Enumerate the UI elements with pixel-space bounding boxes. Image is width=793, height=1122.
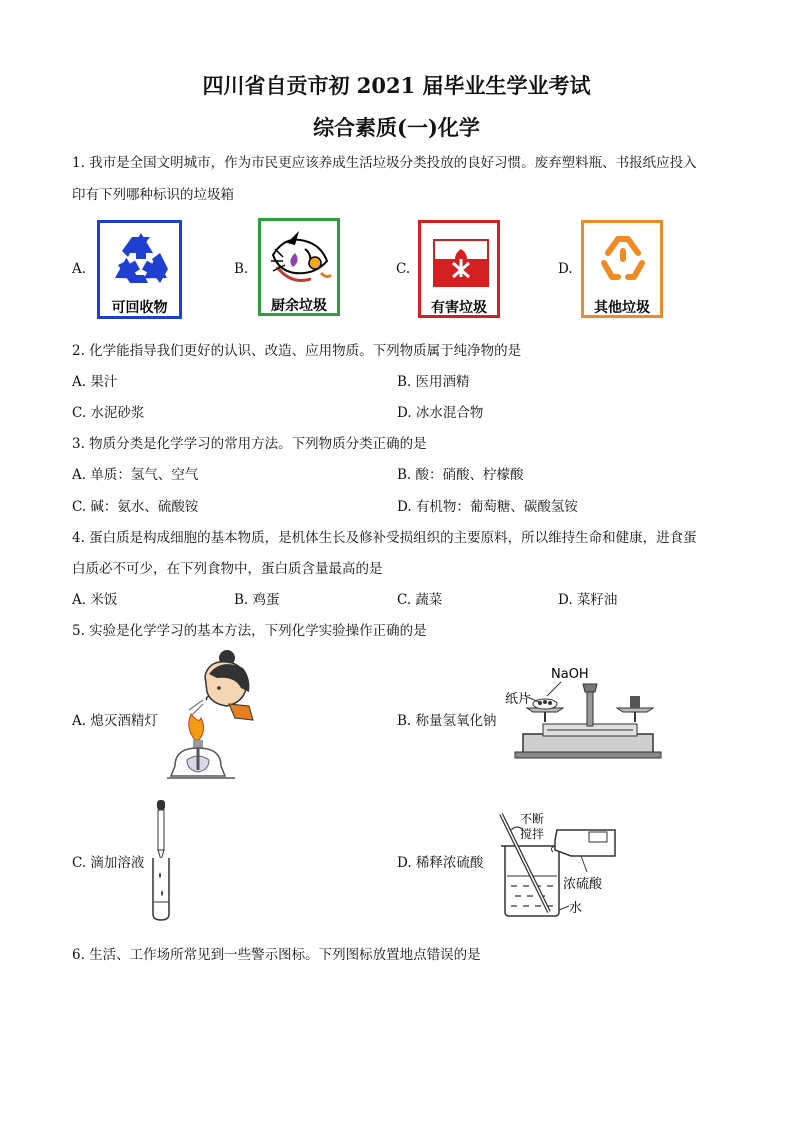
q3-option-d: D. 有机物：葡萄糖、碳酸氢铵 (397, 499, 578, 515)
q2-option-b: B. 医用酒精 (397, 374, 470, 390)
q3-stem: 3. 物质分类是化学学习的常用方法。下列物质分类正确的是 (72, 436, 427, 452)
q2-option-a: A. 果汁 (72, 374, 118, 390)
q2-option-d: D. 冰水混合物 (397, 405, 484, 421)
dilute-sulfuric-acid-figure (497, 812, 627, 920)
food-scraps-icon (265, 227, 335, 289)
recycle-symbol-icon (108, 229, 174, 291)
q6-stem: 6. 生活、工作场所常见到一些警示图标。下列图标放置地点错误的是 (72, 947, 481, 963)
dropper-test-tube-figure (150, 798, 172, 922)
q4-option-a: A. 米饭 (72, 592, 118, 608)
other-waste-bin-label: 其他垃圾 (594, 300, 650, 316)
q4-option-c: C. 蔬菜 (397, 592, 443, 608)
q4-stem-line2: 白质必不可少，在下列食物中，蛋白质含量最高的是 (72, 561, 383, 577)
other-waste-bin-icon (581, 220, 663, 318)
concentrated-acid-label: 浓硫酸 (563, 877, 603, 892)
q1-option-d-letter: D. (558, 261, 573, 277)
q4-option-b: B. 鸡蛋 (234, 592, 280, 608)
q4-stem-line1: 4. 蛋白质是构成细胞的基本物质，是机体生长及修补受损组织的主要原料，所以维持生命和健康，进食蛋 (72, 530, 697, 546)
q5-option-b: B. 称量氢氧化钠 (397, 713, 497, 729)
q1-option-c-letter: C. (396, 261, 411, 277)
page-title: 四川省自贡市初 2021 届毕业生学业考试 (202, 73, 591, 98)
hazard-frame (433, 239, 489, 287)
stir-label-line2: 搅拌 (520, 827, 545, 841)
q5-option-c: C. 滴加溶液 (72, 855, 145, 871)
q1-stem-line2: 印有下列哪种标识的垃圾箱 (72, 187, 234, 203)
paper-label: 纸片 (505, 692, 532, 707)
hazardous-battery-icon (447, 243, 475, 281)
recycling-bin-label: 可回收物 (111, 300, 168, 316)
naoh-label: NaOH (551, 667, 589, 682)
q5-option-d: D. 稀释浓硫酸 (397, 855, 484, 871)
q1-stem-line1: 1. 我市是全国文明城市，作为市民更应该养成生活垃圾分类投放的良好习惯。废弃塑料瓶、书报纸应投入 (72, 155, 697, 171)
stir-label-line1: 不断 (520, 812, 545, 826)
q2-option-c: C. 水泥砂浆 (72, 405, 145, 421)
q3-option-b: B. 酸：硝酸、柠檬酸 (397, 467, 524, 483)
q3-option-a: A. 单质：氢气、空气 (72, 467, 199, 483)
other-waste-symbol-icon (598, 233, 648, 291)
recycling-bin-icon (97, 220, 182, 319)
q5-option-a: A. 熄灭酒精灯 (72, 713, 158, 729)
q4-option-d: D. 菜籽油 (558, 592, 618, 608)
q2-stem: 2. 化学能指导我们更好的认识、改造、应用物质。下列物质属于纯净物的是 (72, 343, 522, 359)
q3-option-c: C. 碱：氨水、硫酸铵 (72, 499, 199, 515)
q5-stem: 5. 实验是化学学习的基本方法，下列化学实验操作正确的是 (72, 623, 427, 639)
kitchen-waste-bin-label: 厨余垃圾 (271, 298, 327, 314)
water-label: 水 (569, 901, 583, 916)
hazardous-bin-icon (418, 220, 500, 318)
q1-option-b-letter: B. (234, 261, 249, 277)
kitchen-waste-bin-icon (258, 218, 340, 316)
hazardous-bin-label: 有害垃圾 (431, 300, 487, 316)
page-subtitle: 综合素质(一)化学 (313, 115, 480, 140)
q1-option-a-letter: A. (72, 261, 87, 277)
blow-out-alcohol-lamp-figure (165, 648, 260, 784)
